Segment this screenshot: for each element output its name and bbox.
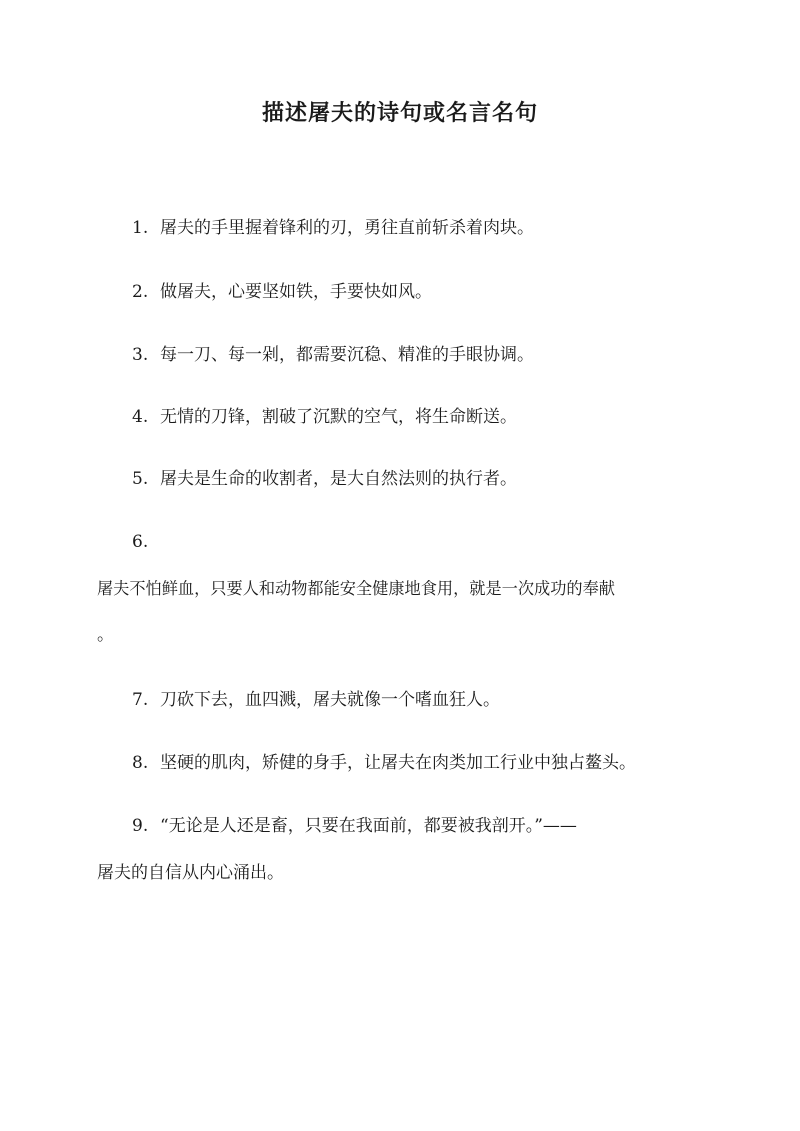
list-item-2 [132,280,432,304]
item-text: 刀砍下去，血四溅，屠夫就像一个嗜血狂人。 [160,690,500,710]
item-text: 做屠夫，心要坚如铁，手要快如风。 [160,282,432,302]
item-text: “无论是人还是畜，只要在我面前，都要被我剖开。”—— [160,816,577,836]
document-title: 描述屠夫的诗句或名言名句 [261,100,538,126]
item-number: 7. [132,690,149,710]
list-item-8 [132,751,636,775]
list-item-5 [132,467,517,491]
list-item-4 [132,405,517,429]
list-item-1 [132,216,534,240]
item-text: 屠夫是生命的收割者，是大自然法则的执行者。 [160,469,517,489]
item-text: 每一刀、每一剁，都需要沉稳、精准的手眼协调。 [160,345,534,365]
item-number: 8. [132,753,149,773]
list-item-7 [132,688,500,712]
item-number: 5. [132,469,149,489]
item-number: 2. [132,282,149,302]
list-item-9-text-end: 屠夫的自信从内心涌出。 [97,863,284,883]
item-number: 3. [132,345,149,365]
list-item-6-text-end: 。 [97,625,114,645]
item-number: 9. [132,816,149,836]
list-item-6-text: 屠夫不怕鲜血，只要人和动物都能安全健康地食用，就是一次成功的奉献 [97,579,615,598]
item-text: 无情的刀锋，割破了沉默的空气，将生命断送。 [160,407,517,427]
item-number: 4. [132,407,149,427]
list-item-3 [132,343,534,367]
list-item-6-number: 6. [132,532,149,552]
item-text: 屠夫的手里握着锋利的刃，勇往直前斩杀着肉块。 [160,218,534,238]
list-item-9 [132,814,577,838]
item-text: 坚硬的肌肉，矫健的身手，让屠夫在肉类加工行业中独占鳌头。 [160,753,636,773]
item-number: 1. [132,218,149,238]
